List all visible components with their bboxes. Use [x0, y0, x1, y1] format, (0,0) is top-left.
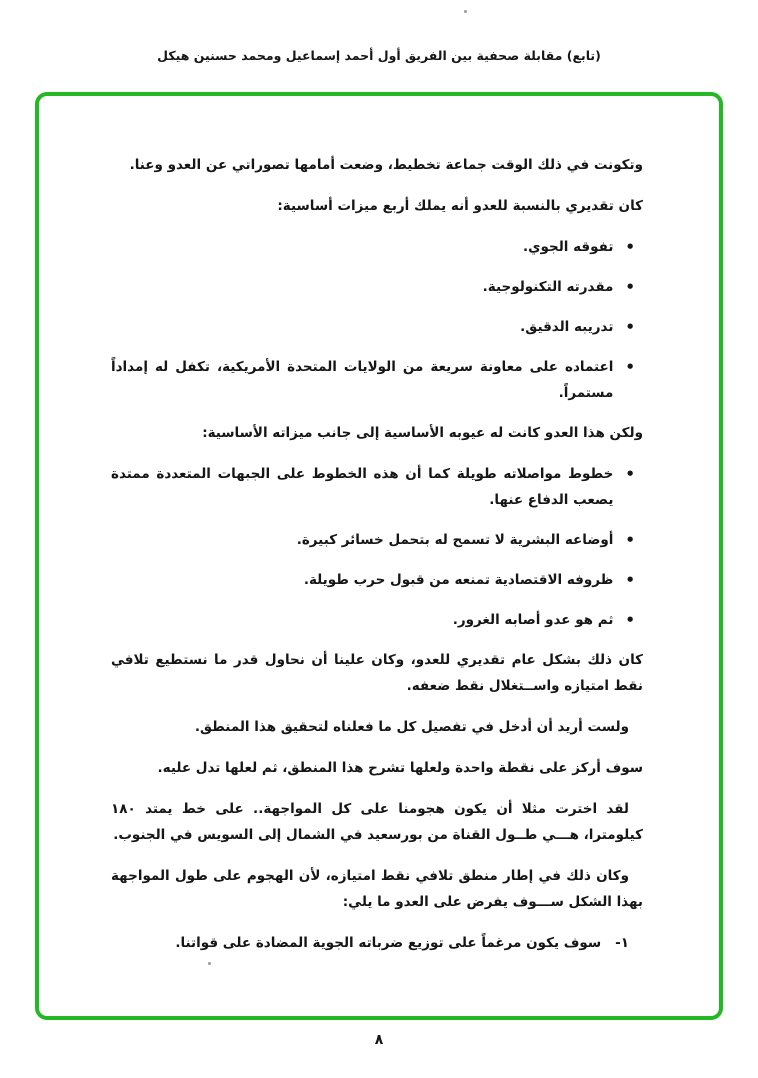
list-item	[111, 567, 643, 593]
numbered-item-number: ١-	[615, 935, 629, 951]
paragraph-logic-of-attack: وكان ذلك في إطار منطق تلافي نقط امتيازه، لأن الهجوم على طول المواجهة بهذا الشكل ســـوف يفرض على العدو ما يلي:	[111, 868, 643, 910]
list-item-text: تفوقه الجوي.	[523, 239, 614, 255]
bullet-icon: •	[625, 571, 635, 589]
list-item-text: أوضاعه البشرية لا تسمح له بتحمل خسائر كبيرة.	[296, 532, 614, 548]
list-item-text: خطوط مواصلاته طويلة كما أن هذه الخطوط على الجبهات المتعددة ممتدة يصعب الدفاع عنها.	[111, 466, 614, 508]
paragraph-no-details: ولست أريد أن أدخل في تفصيل كل ما فعلناه لتحقيق هذا المنطق.	[194, 719, 629, 735]
list-item-text: مقدرته التكنولوجية.	[482, 279, 614, 295]
list-item	[111, 461, 643, 513]
list-item	[111, 314, 643, 340]
bullet-icon: •	[625, 238, 635, 256]
list-item-text: ثم هو عدو أصابه الغرور.	[452, 612, 614, 628]
paragraph-enemy-advantages-lead: كان تقديري بالنسبة للعدو أنه يملك أربع ميزات أساسية:	[277, 198, 643, 214]
page-number: ٨	[374, 1032, 384, 1048]
bullet-icon: •	[625, 611, 635, 629]
list-item	[111, 354, 643, 406]
page-border-frame	[35, 92, 723, 1020]
paragraph-assessment-summary: كان ذلك بشكل عام تقديري للعدو، وكان علينا أن نحاول قدر ما نستطيع تلافي نقط امتيازه واســتغلال نقط ضعفه.	[111, 652, 643, 694]
list-item	[111, 274, 643, 300]
list-item-text: تدريبه الدقيق.	[520, 319, 614, 335]
numbered-item-text: سوف يكون مرغماً على توزيع ضرباته الجوية المضادة على قواتنا.	[175, 935, 602, 951]
list-item	[111, 527, 643, 553]
bullet-icon: •	[625, 531, 635, 549]
scan-artifact-dot	[464, 10, 467, 13]
paragraph-enemy-weaknesses-lead: ولكن هذا العدو كانت له عيوبه الأساسية إلى جانب ميزاته الأساسية:	[202, 425, 643, 441]
numbered-item	[111, 930, 643, 956]
list-item-text: اعتماده على معاونة سريعة من الولايات المتحدة الأمريكية، تكفل له إمداداً مستمراً.	[111, 359, 614, 401]
bullet-icon: •	[625, 465, 635, 483]
bullet-icon: •	[625, 278, 635, 296]
bullet-icon: •	[625, 318, 635, 336]
list-item	[111, 234, 643, 260]
paragraph-focus-one-point: سوف أركز على نقطة واحدة ولعلها تشرح هذا المنطق، ثم لعلها تدل عليه.	[157, 760, 643, 776]
list-item	[111, 607, 643, 633]
paragraph-front-line-choice: لقد اخترت مثلا أن يكون هجومنا على كل المواجهة.. على خط يمتد ١٨٠ كيلومترا، هـــي طــول القناة من بورسعيد في الشمال إلى السويس في الجنوب.	[111, 801, 643, 843]
document-content	[111, 152, 643, 970]
page-header-title: (تابع) مقابلة صحفية بين الفريق أول أحمد إسماعيل ومحمد حسنين هيكل	[157, 48, 601, 63]
bullet-icon: •	[625, 358, 635, 376]
paragraph-intro: وتكونت في ذلك الوقت جماعة تخطيط، وضعت أمامها تصوراتي عن العدو وعنا.	[129, 157, 643, 173]
list-item-text: ظروفه الاقتصادية تمنعه من قبول حرب طويلة.	[303, 572, 614, 588]
